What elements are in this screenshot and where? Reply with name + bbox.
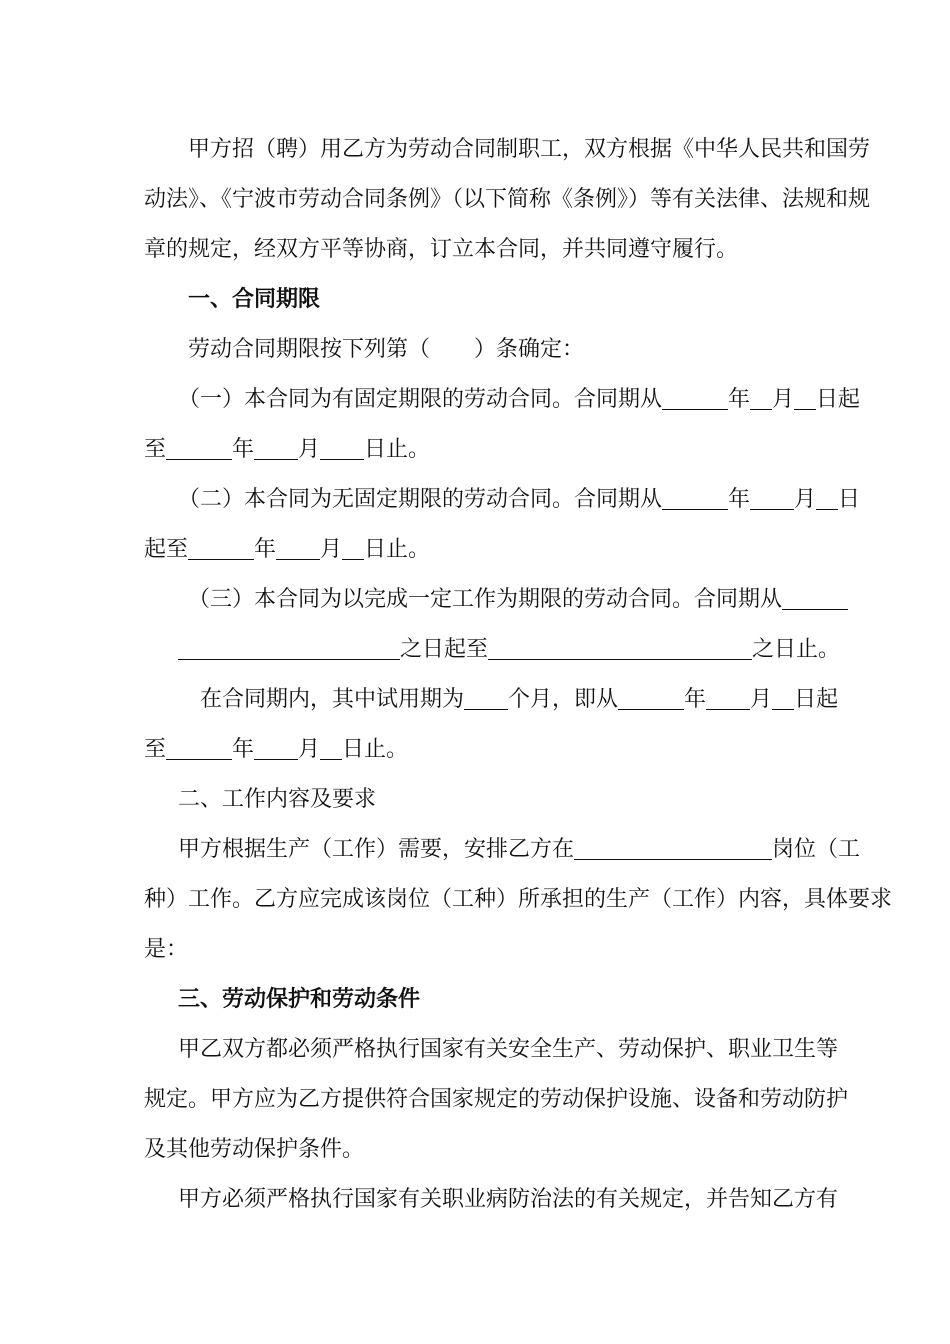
fixed-start-day-blank[interactable] <box>794 381 816 410</box>
section-2-line-2: 种）工作。乙方应完成该岗位（工种）所承担的生产（工作）内容，具体要求 <box>144 887 893 912</box>
probation-end-month-blank[interactable] <box>254 731 298 760</box>
from-to-label: 起至 <box>144 537 189 562</box>
probation-start-month-blank[interactable] <box>706 681 750 710</box>
to-label: 至 <box>144 437 167 462</box>
section-1-heading: 一、合同期限 <box>188 287 321 312</box>
year-label: 年 <box>232 737 255 762</box>
day-to-label: 日止。 <box>342 737 409 762</box>
intro-line-1: 甲方招（聘）用乙方为劳动合同制职工，双方根据《中华人民共和国劳 <box>188 137 871 162</box>
task-start-condition-blank[interactable] <box>178 631 400 660</box>
fixed-start-month-blank[interactable] <box>750 381 772 410</box>
fixed-end-day-blank[interactable] <box>320 431 364 460</box>
fixed-term-text: （一）本合同为有固定期限的劳动合同。合同期从 <box>178 387 663 412</box>
section-3-p1-line-3: 及其他劳动保护条件。 <box>144 1137 365 1162</box>
probation-start-day-blank[interactable] <box>772 681 794 710</box>
open-end-month-blank[interactable] <box>276 531 320 560</box>
open-start-day-blank[interactable] <box>816 481 838 510</box>
intro-line-3: 章的规定，经双方平等协商，订立本合同，并共同遵守履行。 <box>144 237 739 262</box>
section-3-p2-line-1: 甲方必须严格执行国家有关职业病防治法的有关规定，并告知乙方有 <box>178 1187 839 1212</box>
year-label: 年 <box>254 537 277 562</box>
open-term-text: （二）本合同为无固定期限的劳动合同。合同期从 <box>178 487 663 512</box>
section-2-line-3: 是： <box>144 937 189 962</box>
section-2-text-a: 甲方根据生产（工作）需要，安排乙方在 <box>178 837 575 862</box>
day-from-label: 日起 <box>816 387 861 412</box>
month-label: 月 <box>298 437 321 462</box>
months-label: 个月，即从 <box>508 687 619 712</box>
fixed-term-line-1 <box>144 375 861 425</box>
probation-line-1 <box>144 675 850 725</box>
section-3-p1-line-1: 甲乙双方都必须严格执行国家有关安全生产、劳动保护、职业卫生等 <box>178 1037 839 1062</box>
month-label: 月 <box>750 687 773 712</box>
year-label: 年 <box>728 487 751 512</box>
probation-end-day-blank[interactable] <box>320 731 342 760</box>
day-label: 日 <box>838 487 861 512</box>
section-3-heading: 三、劳动保护和劳动条件 <box>178 987 421 1012</box>
open-end-day-blank[interactable] <box>342 531 364 560</box>
open-start-month-blank[interactable] <box>750 481 794 510</box>
probation-start-year-blank[interactable] <box>618 681 684 710</box>
month-label: 月 <box>794 487 817 512</box>
position-blank[interactable] <box>574 831 772 860</box>
fixed-end-month-blank[interactable] <box>254 431 298 460</box>
probation-line-2 <box>144 725 850 775</box>
probation-months-blank[interactable] <box>464 681 508 710</box>
month-label: 月 <box>320 537 343 562</box>
section-3-p1-line-2: 规定。甲方应为乙方提供符合国家规定的劳动保护设施、设备和劳动防护 <box>144 1087 849 1112</box>
task-term-line-2 <box>144 625 850 675</box>
intro-line-2: 动法》、《宁波市劳动合同条例》（以下简称《条例》）等有关法律、法规和规 <box>144 187 871 212</box>
section-2-heading: 二、工作内容及要求 <box>178 787 377 812</box>
section-1-intro: 劳动合同期限按下列第（ ）条确定： <box>188 337 585 362</box>
section-2-line-1 <box>144 825 861 875</box>
open-term-line-1 <box>144 475 861 525</box>
open-end-year-blank[interactable] <box>188 531 254 560</box>
section-2-text-b: 岗位（工 <box>772 837 861 862</box>
task-term-line-1 <box>144 575 850 625</box>
year-label: 年 <box>684 687 707 712</box>
to-label: 至 <box>144 737 167 762</box>
day-to-label: 日止。 <box>364 537 431 562</box>
task-term-text: （三）本合同为以完成一定工作为期限的劳动合同。合同期从 <box>188 587 783 612</box>
task-end-condition-blank[interactable] <box>488 631 752 660</box>
open-start-year-blank[interactable] <box>662 481 728 510</box>
probation-text: 在合同期内，其中试用期为 <box>200 687 465 712</box>
day-from-label: 日起 <box>794 687 839 712</box>
open-term-line-2 <box>144 525 850 575</box>
task-to-label: 之日止。 <box>752 637 841 662</box>
year-label: 年 <box>232 437 255 462</box>
task-start-blank[interactable] <box>782 581 848 610</box>
fixed-start-year-blank[interactable] <box>662 381 728 410</box>
probation-end-year-blank[interactable] <box>166 731 232 760</box>
day-to-label: 日止。 <box>364 437 431 462</box>
year-label: 年 <box>728 387 751 412</box>
month-label: 月 <box>772 387 795 412</box>
fixed-term-line-2 <box>144 425 850 475</box>
month-label: 月 <box>298 737 321 762</box>
fixed-end-year-blank[interactable] <box>166 431 232 460</box>
task-from-label: 之日起至 <box>400 637 489 662</box>
